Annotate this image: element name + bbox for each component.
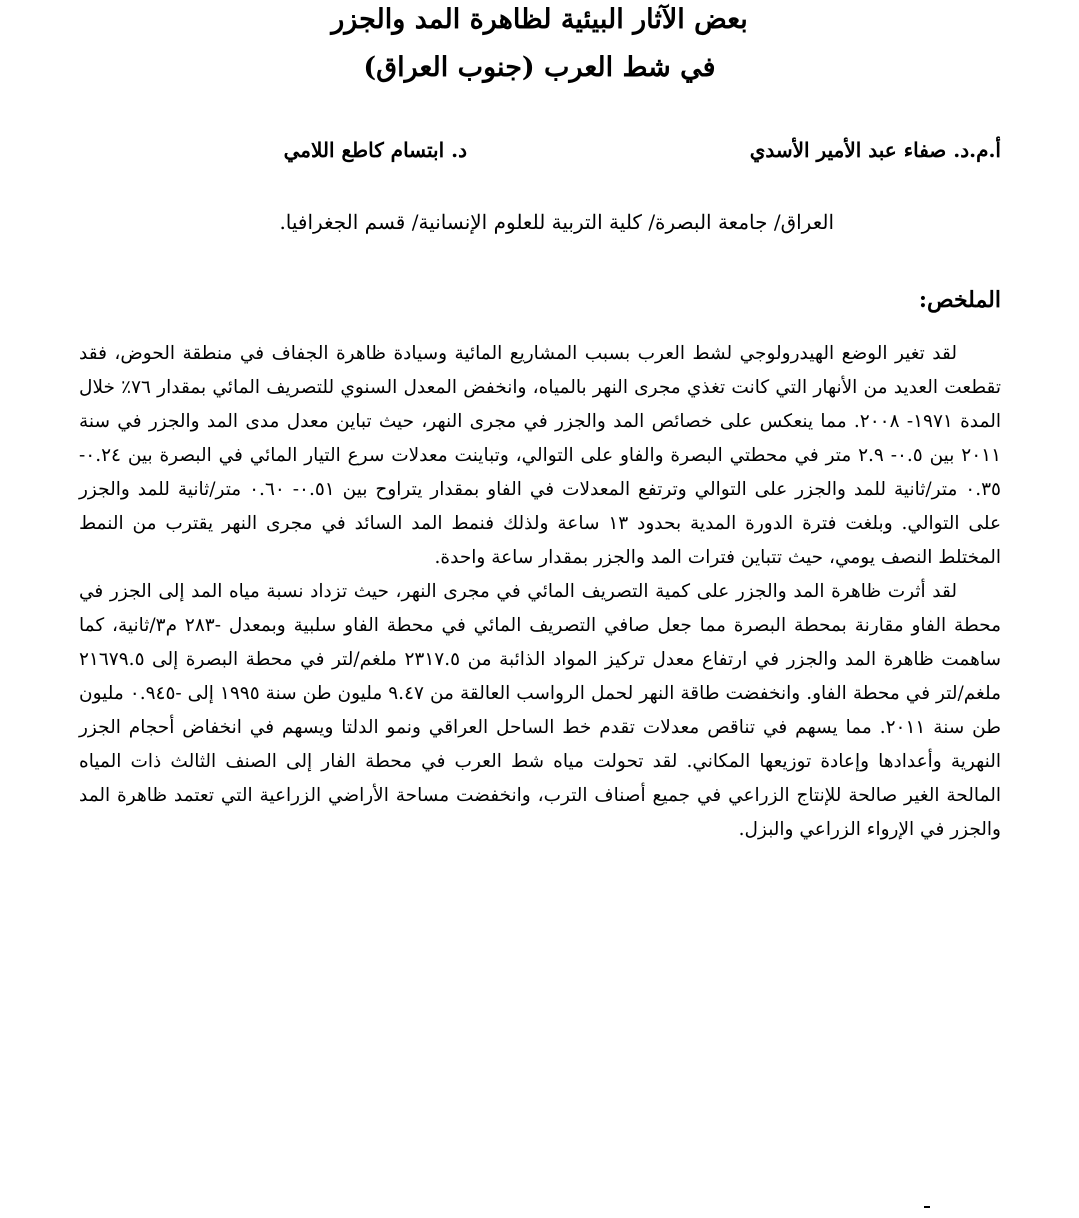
abstract-paragraph-2: لقد أثرت ظاهرة المد والجزر على كمية التصريف المائي في مجرى النهر، حيث تزداد نسبة مياه المد إلى الجزر في محطة الفاو مقارنة بمحطة البصرة مما جعل صافي التصريف المائي في محطة الفاو سلبية وبمعدل -٢٨٣ م٣/ثانية، كما ساهمت ظاهرة المد والجزر في ارتفاع معدل تركيز المواد الذائبة من ٢٣١٧.٥ ملغم/لتر في محطة البصرة إلى ٢١٦٧٩.٥ ملغم/لتر في محطة الفاو. وانخفضت طاقة النهر لحمل الرواسب العالقة من ٩.٤٧ مليون طن سنة ١٩٩٥ إلى -٠.٩٤٥ مليون طن سنة ٢٠١١. مما يسهم في تناقص معدلات تقدم خط الساحل العراقي ونمو الدلتا ويسهم في انخفاض أحجام الجزر النهرية وأعدادها وإعادة توزيعها المكاني. لقد تحولت مياه شط العرب في محطة الفار إلى الصنف الثالث ذات المياه المالحة الغير صالحة للإنتاج الزراعي في جميع أصناف الترب، وانخفضت مساحة الأراضي الزراعية التي تعتمد ظاهرة المد والجزر في الإرواء الزراعي والبزل. [79, 581, 1001, 840]
abstract-heading: الملخص: [918, 287, 1001, 313]
author-second: د. ابتسام كاطع اللامي [283, 138, 467, 162]
author-first: أ.م.د. صفاء عبد الأمير الأسدي [749, 138, 1001, 162]
paper-title-line-2: في شط العرب (جنوب العراق) [363, 52, 716, 83]
abstract-paragraph-1: لقد تغير الوضع الهيدرولوجي لشط العرب بسبب المشاريع المائية وسيادة ظاهرة الجفاف في منطقة الحوض، فقد تقطعت العديد من الأنهار التي كانت تغذي مجرى النهر بالمياه، وانخفض المعدل السنوي للتصريف المائي بمقدار ٧٦٪ خلال المدة ١٩٧١- ٢٠٠٨. مما ينعكس على خصائص المد والجزر في مجرى النهر، حيث تباين معدل مدى المد والجزر في سنة ٢٠١١ بين ٠.٥- ٢.٩ متر في محطتي البصرة والفاو على التوالي، وتباينت معدلات سرع التيار المائي في البصرة بين ٠.٢٤- ٠.٣٥ متر/ثانية للمد والجزر على التوالي وترتفع المعدلات في الفاو بمقدار يتراوح بين ٠.٥١- ٠.٦٠ متر/ثانية للمد والجزر على التوالي. وبلغت فترة الدورة المدية بحدود ١٣ ساعة ولذلك فنمط المد السائد في مجرى النهر يقترب من النمط المختلط النصف يومي، حيث تتباين فترات المد والجزر بمقدار ساعة واحدة. [79, 343, 1002, 568]
abstract-body [79, 337, 1001, 847]
paper-title-line-1: بعض الآثار البيئية لظاهرة المد والجزر [331, 4, 748, 35]
footnote-mark [924, 1206, 930, 1214]
author-affiliation: العراق/ جامعة البصرة/ كلية التربية للعلوم الإنسانية/ قسم الجغرافيا. [279, 210, 834, 234]
